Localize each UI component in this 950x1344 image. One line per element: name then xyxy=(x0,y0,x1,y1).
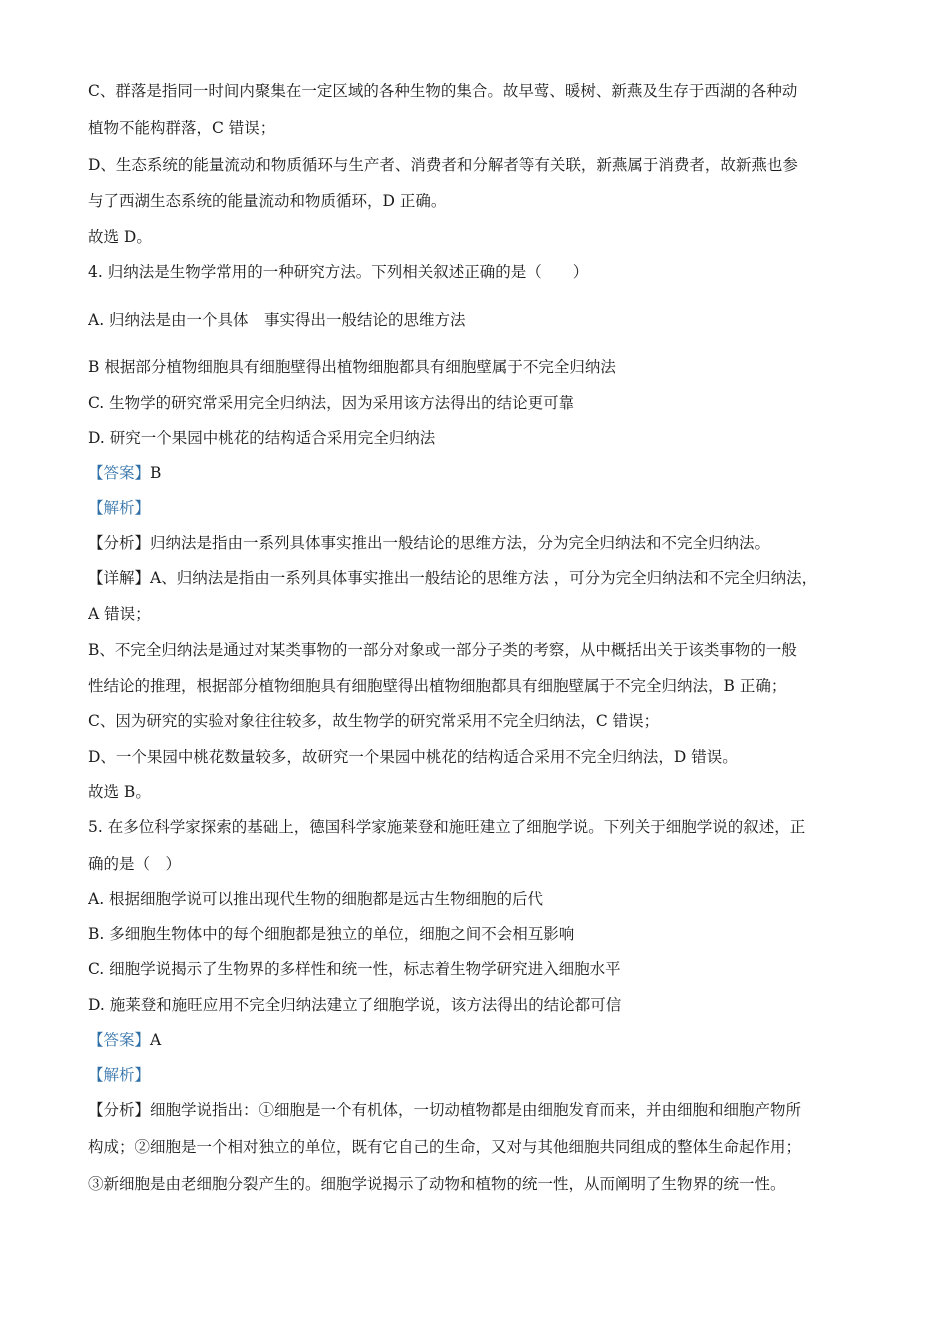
q4-xiangjie-row xyxy=(88,567,878,589)
q4-xiangjie-b-line1: B、不完全归纳法是通过对某类事物的一部分对象或一部分子类的考察，从中概括出关于该类事物的一般 xyxy=(88,641,797,659)
q4-fenxi-row xyxy=(88,532,878,554)
q5-option-d: D. 施莱登和施旺应用不完全归纳法建立了细胞学说，该方法得出的结论都可信 xyxy=(88,996,622,1014)
q4-xiangjie-d: D、一个果园中桃花数量较多，故研究一个果园中桃花的结构适合采用不完全归纳法，D 错误。 xyxy=(88,748,738,766)
q5-option-c: C. 细胞学说揭示了生物界的多样性和统一性，标志着生物学研究进入细胞水平 xyxy=(88,960,621,978)
prev-explanation-d-line2: 与了西湖生态系统的能量流动和物质循环，D 正确。 xyxy=(88,192,447,210)
q5-stem-line2: 确的是（ ） xyxy=(88,855,182,873)
q5-fenxi-line1: 细胞学说指出：①细胞是一个有机体，一切动植物都是由细胞发育而来，并由细胞和细胞产物所 xyxy=(150,1101,802,1119)
fenxi-tag: 【分析】 xyxy=(88,1101,151,1119)
prev-explanation-c-line2: 植物不能构群落，C 错误； xyxy=(88,119,276,137)
q5-fenxi-line3: ③新细胞是由老细胞分裂产生的。细胞学说揭示了动物和植物的统一性，从而阐明了生物界的统一性。 xyxy=(88,1175,786,1193)
q4-xiangjie-b-line2: 性结论的推理，根据部分植物细胞具有细胞壁得出植物细胞都具有细胞壁属于不完全归纳法，B 正确； xyxy=(88,677,787,695)
q4-analysis-tag xyxy=(88,497,878,519)
q5-stem-line1: 5. 在多位科学家探索的基础上，德国科学家施莱登和施旺建立了细胞学说。下列关于细胞学说的叙述，正 xyxy=(88,818,806,836)
q4-xiangjie-a-line1: A、归纳法是指由一系列具体事实推出一般结论的思维方法 ，可分为完全归纳法和不完全归纳法， xyxy=(150,569,818,587)
q5-option-b: B. 多细胞生物体中的每个细胞都是独立的单位，细胞之间不会相互影响 xyxy=(88,925,575,943)
q4-option-d: D. 研究一个果园中桃花的结构适合采用完全归纳法 xyxy=(88,429,436,447)
q4-xiangjie-c: C、因为研究的实验对象往往较多，故生物学的研究常采用不完全归纳法，C 错误； xyxy=(88,712,660,730)
q4-option-a: A. 归纳法是由一个具体 事实得出一般结论的思维方法 xyxy=(88,311,466,329)
q5-analysis-tag xyxy=(88,1064,878,1086)
q4-option-b: B 根据部分植物细胞具有细胞壁得出植物细胞都具有细胞壁属于不完全归纳法 xyxy=(88,358,616,376)
q4-fenxi: 归纳法是指由一系列具体事实推出一般结论的思维方法，分为完全归纳法和不完全归纳法。 xyxy=(150,534,771,552)
q5-answer: A xyxy=(150,1031,162,1049)
prev-explanation-c-line1: C、群落是指同一时间内聚集在一定区域的各种生物的集合。故早莺、暖树、新燕及生存于西湖的各种动 xyxy=(88,82,798,100)
q5-answer-row xyxy=(88,1029,878,1051)
fenxi-tag: 【分析】 xyxy=(88,534,151,552)
q4-xiangjie-a-line2: A 错误； xyxy=(88,605,151,623)
q4-stem: 4. 归纳法是生物学常用的一种研究方法。下列相关叙述正确的是（ ） xyxy=(88,263,589,281)
prev-conclusion: 故选 D。 xyxy=(88,228,152,246)
xiangjie-tag: 【详解】 xyxy=(88,569,151,587)
q5-fenxi-row xyxy=(88,1099,878,1121)
q4-answer: B xyxy=(150,464,162,482)
prev-explanation-d-line1: D、生态系统的能量流动和物质循环与生产者、消费者和分解者等有关联，新燕属于消费者，故新燕也参 xyxy=(88,156,798,174)
answer-tag: 【答案】 xyxy=(88,464,151,482)
analysis-tag: 【解析】 xyxy=(88,499,151,517)
q5-option-a: A. 根据细胞学说可以推出现代生物的细胞都是远古生物细胞的后代 xyxy=(88,890,544,908)
q4-option-c: C. 生物学的研究常采用完全归纳法，因为采用该方法得出的结论更可靠 xyxy=(88,394,575,412)
q4-answer-row xyxy=(88,462,878,484)
analysis-tag: 【解析】 xyxy=(88,1066,151,1084)
q5-fenxi-line2: 构成；②细胞是一个相对独立的单位，既有它自己的生命，又对与其他细胞共同组成的整体生命起作用； xyxy=(88,1138,802,1156)
q4-conclusion: 故选 B。 xyxy=(88,783,151,801)
answer-tag: 【答案】 xyxy=(88,1031,151,1049)
